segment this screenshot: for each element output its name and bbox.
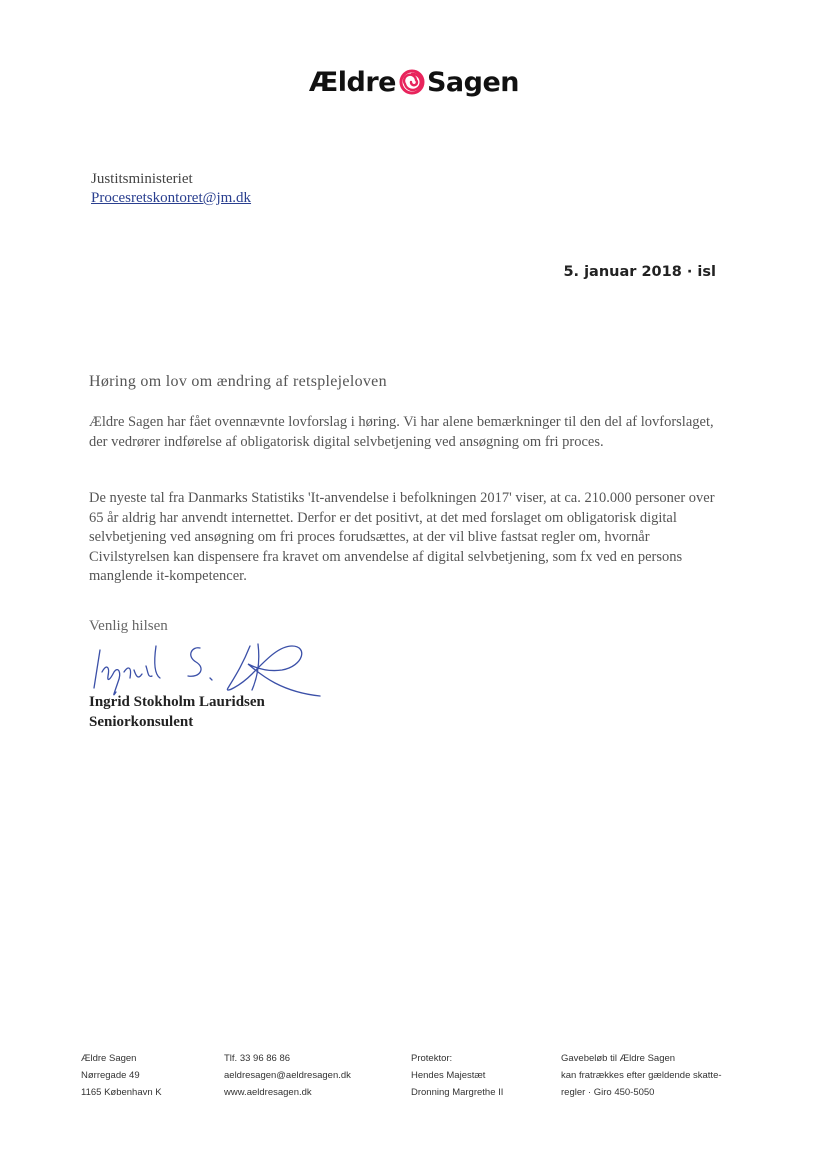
footer-donation — [561, 1050, 722, 1101]
footer-phone: Tlf. 33 96 86 86 — [224, 1053, 291, 1064]
body-paragraph-2: De nyeste tal fra Danmarks Statistiks 'It-anvendelse i befolkningen 2017' viser, at ca. 210.000 personer over 65 år aldrig har anvendt internettet. Derfor er det positivt, at det med forslaget om obligatorisk digital selvbetjening ved ansøgning om fri proces forudsættes, at der vil blive fastsat regler om, hvornår Civilstyrelsen kan dispensere fra kravet om anvendelse af digital selvbetjening, som fx ved en persons manglende it-kompetencer. — [89, 490, 715, 584]
footer-line: kan fratrækkes efter gældende skatte- — [561, 1070, 722, 1081]
letter-subject: Høring om lov om ændring af retsplejeloven — [89, 373, 387, 390]
footer-line: Protektor: — [411, 1053, 453, 1064]
recipient-name: Justitsministeriet — [91, 171, 193, 187]
recipient-block — [91, 170, 251, 208]
footer-line: Ældre Sagen — [81, 1053, 137, 1064]
footer-patron — [411, 1050, 503, 1101]
signatory-name: Ingrid Stokholm Lauridsen — [89, 694, 265, 710]
body-paragraph-1: Ældre Sagen har fået ovennævnte lovforslag i høring. Vi har alene bemærkninger til den del af lovforslaget, der vedrører indførelse af obligatorisk digital selvbetjening ved ansøgning om fri proces. — [89, 414, 714, 450]
footer-website-link[interactable]: www.aeldresagen.dk — [224, 1087, 312, 1098]
closing-greeting: Venlig hilsen — [89, 618, 168, 634]
footer-contact — [224, 1050, 351, 1101]
footer-line: Dronning Margrethe II — [411, 1087, 504, 1098]
footer-line: Hendes Majestæt — [411, 1070, 486, 1081]
recipient-email-link[interactable]: Procesretskontoret@jm.dk — [91, 190, 252, 206]
footer-email-link[interactable]: aeldresagen@aeldresagen.dk — [224, 1070, 351, 1081]
footer-line: Nørregade 49 — [81, 1070, 140, 1081]
logo-text-right: Sagen — [426, 66, 520, 98]
footer-line: regler · Giro 450-5050 — [561, 1087, 655, 1098]
footer-line: 1165 København K — [81, 1087, 162, 1098]
signatory-title: Seniorkonsulent — [89, 714, 194, 730]
swirl-logo-icon — [399, 69, 425, 95]
logo-text-left: Ældre — [308, 66, 396, 98]
handwritten-signature — [82, 616, 332, 706]
aeldre-sagen-logo — [0, 62, 828, 102]
letter-date: 5. januar 2018 · isl — [563, 264, 716, 280]
footer-line: Gavebeløb til Ældre Sagen — [561, 1053, 676, 1064]
footer-address — [81, 1050, 162, 1101]
